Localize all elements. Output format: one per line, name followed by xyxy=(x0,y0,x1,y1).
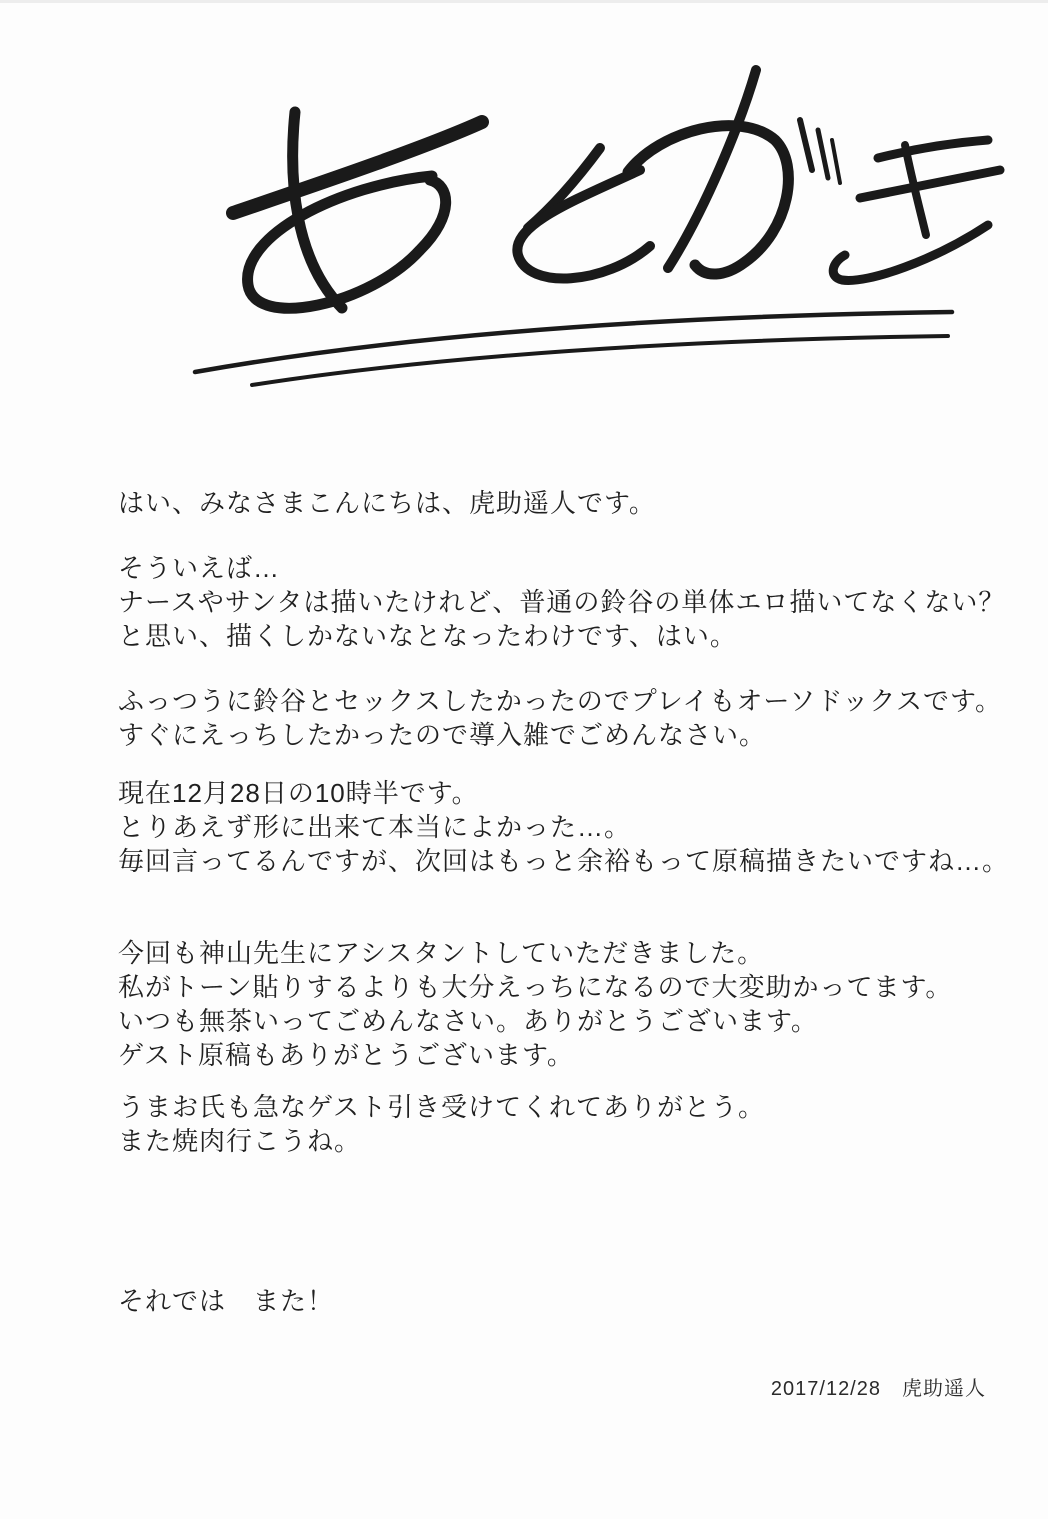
afterword-text-line: いつも無茶いってごめんなさい。ありがとうございます。 xyxy=(118,1006,818,1036)
afterword-text-line: と思い、描くしかないなとなったわけです、はい。 xyxy=(118,621,737,651)
title-stroke xyxy=(517,170,650,278)
date-signature: 2017/12/28 虎助遥人 xyxy=(770,1378,986,1400)
afterword-text-line: すぐにえっちしたかったので導入雑でごめんなさい。 xyxy=(118,720,767,750)
title-stroke xyxy=(833,225,988,280)
title-dakuten-stroke xyxy=(800,120,812,170)
afterword-text-line: 今回も神山先生にアシスタントしていただきました。 xyxy=(118,938,765,968)
paragraph-thanks-guest xyxy=(118,1090,765,1158)
afterword-text-line: 私がトーン貼りするよりも大分えっちになるので大変助かってます。 xyxy=(118,972,953,1002)
paragraph-play-style xyxy=(118,684,1002,752)
title-calligraphy-drawing xyxy=(150,50,1030,400)
afterword-text-line: ゲスト原稿もありがとうございます。 xyxy=(118,1040,574,1070)
afterword-text-line: とりあえず形に出来て本当によかった…。 xyxy=(118,812,632,842)
title-underline xyxy=(252,336,948,385)
afterword-text-line: それでは また！ xyxy=(118,1286,335,1316)
afterword-text-line: そういえば… xyxy=(118,553,281,583)
afterword-text-line: うまお氏も急なゲスト引き受けてくれてありがとう。 xyxy=(118,1092,765,1122)
scan-edge xyxy=(0,0,1048,3)
paragraph-deadline xyxy=(118,776,1009,878)
closing-line xyxy=(118,1284,334,1318)
title-block xyxy=(150,50,1030,400)
afterword-text-line: ふっつうに鈴谷とセックスしたかったのでプレイもオーソドックスです。 xyxy=(118,686,1002,716)
paragraph-greeting xyxy=(118,486,656,520)
title-dakuten-stroke xyxy=(832,140,840,183)
title-stroke xyxy=(668,70,756,268)
afterword-text-line: また焼肉行こうね。 xyxy=(118,1126,362,1156)
title-underline xyxy=(195,312,952,372)
afterword-text-line: ナースやサンタは描いたけれど、普通の鈴谷の単体エロ描いてなくない？ xyxy=(118,587,1006,617)
afterword-text-line: はい、みなさまこんにちは、虎助遥人です。 xyxy=(118,488,656,518)
title-dakuten-stroke xyxy=(818,130,828,178)
afterword-text-line: 現在12月28日の10時半です。 xyxy=(118,778,479,808)
title-stroke xyxy=(878,140,988,158)
paragraph-concept xyxy=(118,551,1005,653)
title-stroke xyxy=(860,170,1000,198)
afterword-text-line: 毎回言ってるんですが、次回はもっと余裕もって原稿描きたいですね…。 xyxy=(118,846,1010,876)
paragraph-thanks-assistant xyxy=(118,936,952,1072)
